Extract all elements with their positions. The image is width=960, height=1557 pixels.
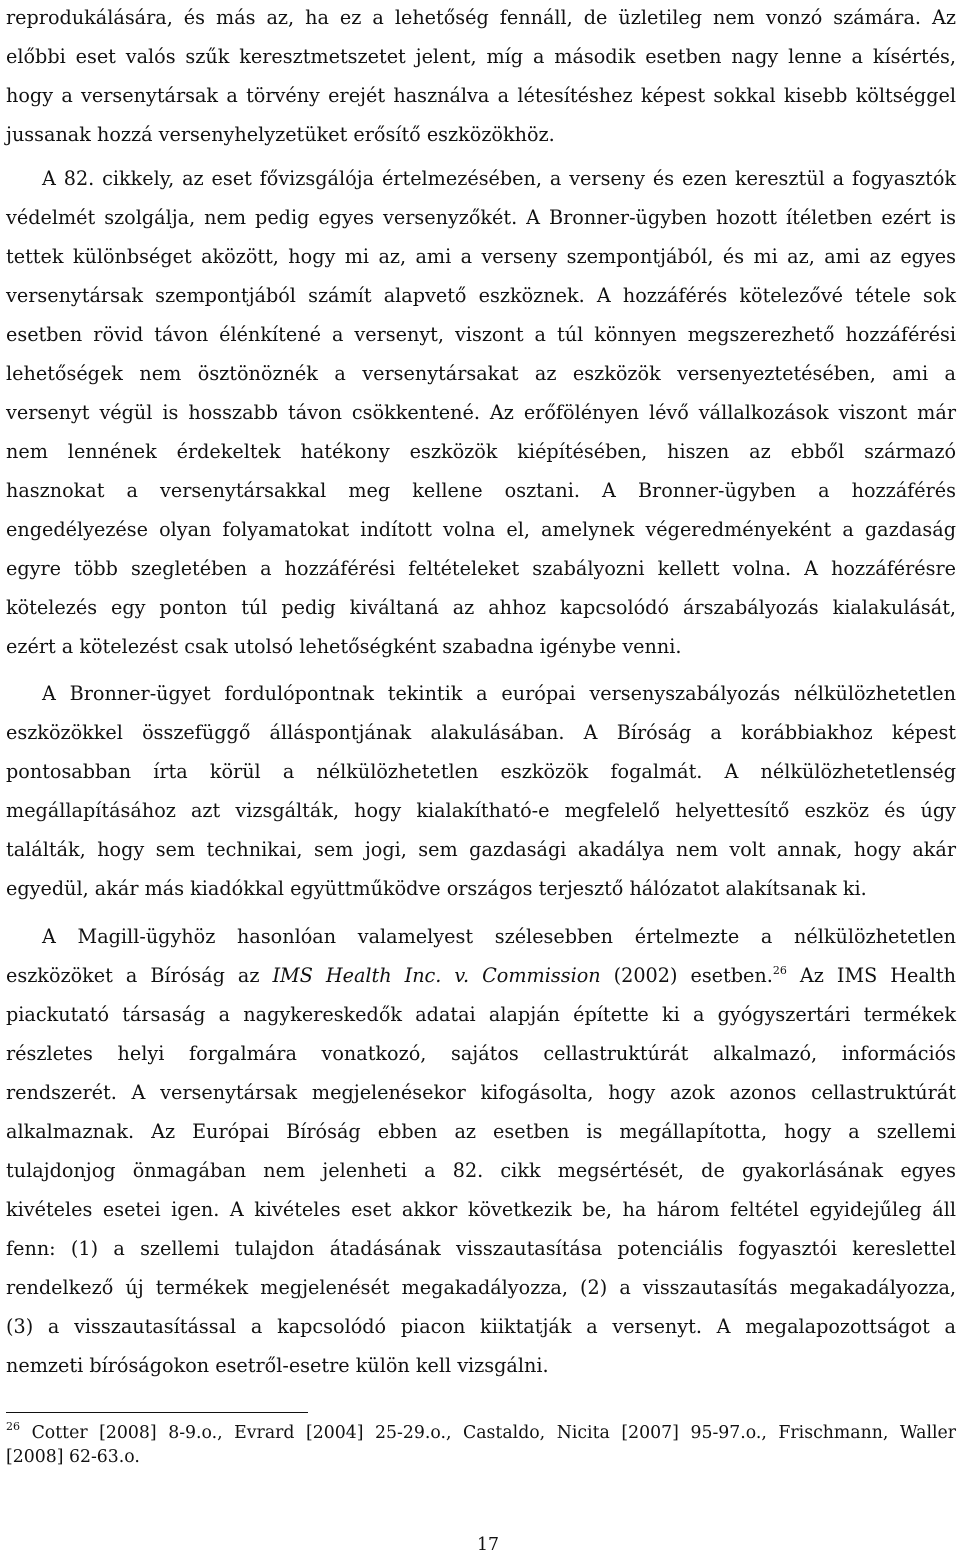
text-line: piackutató társaság a nagykereskedők adatai alapján építette ki a gyógyszertári termékek	[6, 1003, 956, 1026]
text-line: nemzeti bíróságokon esetről-esetre külön kell vizsgálni.	[6, 1354, 549, 1377]
text-line: A Bronner-ügyet fordulópontnak tekintik a európai versenyszabályozás nélkülözhetetlen	[42, 682, 956, 705]
text-line: jussanak hozzá versenyhelyzetüket erősítő eszközökhöz.	[6, 123, 555, 146]
text-line: pontosabban írta körül a nélkülözhetetlen eszközök fogalmát. A nélkülözhetetlenség	[6, 760, 956, 783]
text-line: engedélyezése olyan folyamatokat indított volna el, amelynek végeredményeként a gazdaság	[6, 518, 956, 541]
text-line: eszközökkel összefüggő álláspontjának alakulásában. A Bíróság a korábbiakhoz képest	[6, 721, 956, 744]
text-line: alkalmaznak. Az Európai Bíróság ebben az esetben is megállapította, hogy a szellemi	[6, 1120, 956, 1143]
text-line: (3) a visszautasítással a kapcsolódó piacon kiiktatják a versenyt. A megalapozottságot a	[6, 1315, 956, 1338]
text-line: hogy a versenytársak a törvény erejét használva a létesítéshez képest sokkal kisebb költséggel	[6, 84, 956, 107]
text-line-with-case-citation	[6, 964, 956, 988]
text-line: előbbi eset valós szűk keresztmetszetet jelent, míg a második esetben nagy lenne a kísértés,	[6, 45, 956, 68]
text-line: esetben rövid távon élénkítené a versenyt, viszont a túl könnyen megszerezhető hozzáférési	[6, 323, 956, 346]
text-line: védelmét szolgálja, nem pedig egyes versenyzőkét. A Bronner-ügyben hozott ítéletben ezért is	[6, 206, 956, 229]
text-line: találták, hogy sem technikai, sem jogi, sem gazdasági akadálya nem volt annak, hogy akár	[6, 838, 956, 861]
page-number: 17	[477, 1535, 499, 1555]
text-line: hasznokat a versenytársakkal meg kellene osztani. A Bronner-ügyben a hozzáférés	[6, 479, 956, 502]
text-line: ezért a kötelezést csak utolsó lehetőségként szabadna igénybe venni.	[6, 635, 682, 658]
text-line: kötelezés egy ponton túl pedig kiváltaná az ahhoz kapcsolódó árszabályozás kialakulását,	[6, 596, 956, 619]
text-line: egyre több szegletében a hozzáférési feltételeket szabályozni kellett volna. A hozzáférésre	[6, 557, 956, 580]
text-line: részletes helyi forgalmára vonatkozó, sajátos cellastruktúrát alkalmazó, információs	[6, 1042, 956, 1065]
text-line: fenn: (1) a szellemi tulajdon átadásának visszautasítása potenciális fogyasztói kereslettel	[6, 1237, 956, 1260]
text-line: tulajdonjog önmagában nem jelenheti a 82. cikk megsértését, de gyakorlásának egyes	[6, 1159, 956, 1182]
text-line: kivételes esetei igen. A kivételes eset akkor következik be, ha három feltétel egyidejűleg áll	[6, 1198, 956, 1221]
text-span: eszközöket a Bíróság az	[6, 964, 273, 987]
text-line: egyedül, akár más kiadókkal együttműködve országos terjesztő hálózatot alakítsanak ki.	[6, 877, 867, 900]
text-span: (2002) esetben.	[600, 964, 773, 987]
footnote-reference[interactable]: 26	[772, 964, 787, 977]
text-line: megállapításához azt vizsgálták, hogy kialakítható-e megfelelő helyettesítő eszköz és úgy	[6, 799, 956, 822]
footnote-number: 26	[6, 1420, 20, 1433]
footnote-text: Cotter [2008] 8-9.o., Evrard [2004] 25-29.o., Castaldo, Nicita [2007] 95-97.o., Frischmann, Waller	[20, 1423, 956, 1443]
text-line: rendszerét. A versenytársak megjelenésekor kifogásolta, hogy azok azonos cellastruktúrát	[6, 1081, 956, 1104]
case-name: IMS Health Inc. v. Commission	[272, 964, 601, 987]
text-line: lehetőségek nem ösztönöznék a versenytársakat az eszközök versenyeztetésében, ami a	[6, 362, 956, 385]
footnote-line	[6, 1422, 956, 1444]
footnote-separator	[6, 1412, 308, 1413]
text-line: versenytársak szempontjából számít alapvető eszköznek. A hozzáférés kötelezővé tétele sok	[6, 284, 956, 307]
footnote-line: [2008] 62-63.o.	[6, 1447, 140, 1467]
text-line: nem lennének érdekeltek hatékony eszközök kiépítésében, hiszen az ebből származó	[6, 440, 956, 463]
text-line: rendelkező új termékek megjelenését megakadályozza, (2) a visszautasítás megakadályozza,	[6, 1276, 956, 1299]
text-line: A 82. cikkely, az eset fővizsgálója értelmezésében, a verseny és ezen keresztül a fogyasztók	[42, 167, 956, 190]
text-line: reprodukálására, és más az, ha ez a lehetőség fennáll, de üzletileg nem vonzó számára. Az	[6, 6, 956, 29]
text-span: Az IMS Health	[786, 964, 956, 987]
text-line: versenyt végül is hosszabb távon csökkentené. Az erőfölényen lévő vállalkozások viszont már	[6, 401, 956, 424]
text-line: A Magill-ügyhöz hasonlóan valamelyest szélesebben értelmezte a nélkülözhetetlen	[42, 925, 956, 948]
text-line: tettek különbséget aközött, hogy mi az, ami a verseny szempontjából, és mi az, ami az egyes	[6, 245, 956, 268]
